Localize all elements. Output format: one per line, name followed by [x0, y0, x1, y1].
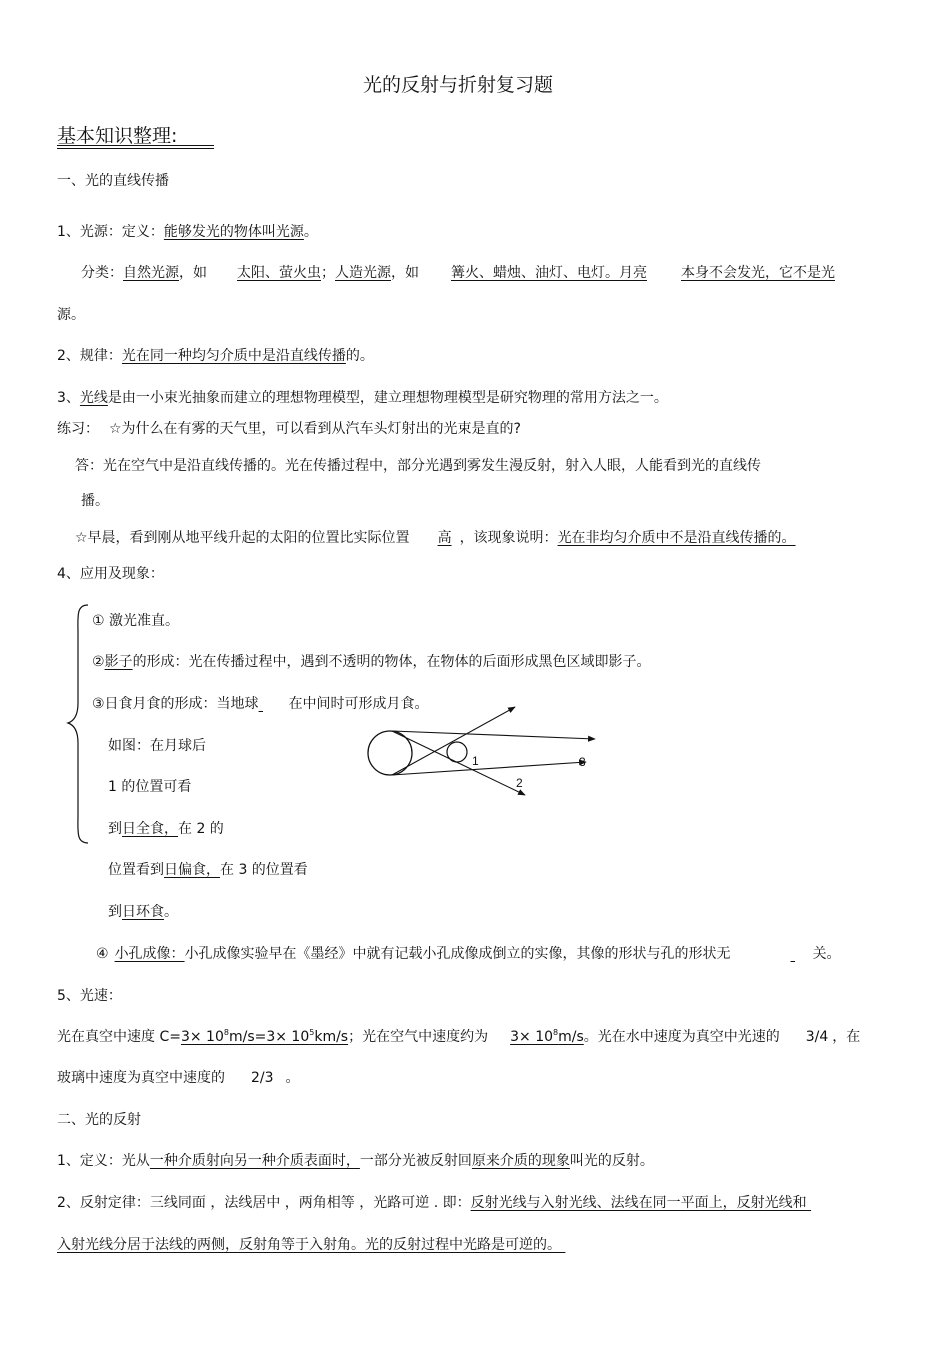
exercise-answer: 答：光在空气中是沿直线传播的。光在传播过程中，部分光遇到雾发生漫反射，射入人眼，人能看到光的直线传 [75, 458, 761, 474]
text: 小孔成像实验早在《墨经》中就有记载小孔成像成倒立的实像，其像的形状与孔的形状无 [184, 946, 731, 962]
text: 叫光的反射。 [569, 1153, 654, 1169]
text: ； [321, 265, 335, 281]
heading-underline-top [57, 145, 214, 146]
text: 。 [164, 904, 178, 920]
text: 的形成：光在传播过程中，遇到不透明的物体，在物体的后面形成黑色区域即影子。 [132, 654, 651, 670]
answer-blank: 光在同一种均匀介质中是沿直线传播 [121, 348, 346, 364]
text: ，该现象说明： [459, 530, 558, 546]
exercise-answer-continuation: 播。 [81, 493, 109, 509]
text: 光在真空中速度 C= [57, 1029, 181, 1045]
text: 练习： [57, 421, 99, 437]
paragraph-law [57, 347, 374, 365]
figure-text-4 [108, 861, 308, 879]
section-1-title: 一、光的直线传播 [57, 173, 169, 189]
ray [392, 731, 595, 739]
curly-brace-icon [66, 603, 92, 845]
heading-underline-bottom [57, 148, 214, 149]
answer-blank: 自然光源 [123, 265, 179, 281]
paragraph-continuation: 源。 [57, 307, 85, 323]
answer-blank: 影子 [104, 654, 133, 670]
eclipse-diagram [360, 698, 610, 808]
text: 1、定义：光从 [57, 1153, 150, 1169]
answer-blank [510, 1029, 584, 1045]
answer-blank: 一种介质射向另一种介质表面时， [149, 1153, 360, 1169]
answer-blank: 日全食， [122, 821, 178, 837]
text: 关。 [812, 946, 841, 962]
value: 3× 10 [510, 1029, 554, 1045]
value: m/s [558, 1029, 584, 1045]
label-1: 1 [472, 754, 479, 768]
answer-blank [791, 945, 813, 963]
text: 是由一小束光抽象而建立的理想物理模型，建立理想物理模型是研究物理的常用方法之一。 [107, 390, 668, 406]
answer-blank: 篝火、蜡烛、油灯、电灯。月亮 [451, 265, 647, 281]
text: 到 [108, 821, 122, 837]
paragraph-light-speed: 5、光速： [57, 988, 122, 1004]
paragraph-light-source-classification [81, 264, 835, 282]
answer-blank: 太阳、萤火虫 [237, 265, 321, 281]
answer-blank: 光线 [79, 390, 108, 406]
app-item-1: ① 激光准直。 [92, 613, 180, 629]
text: 。光在水中速度为真空中光速的 [583, 1029, 780, 1045]
paragraph-reflection-definition [57, 1152, 654, 1170]
value: 3× 10 [180, 1029, 224, 1045]
ray [392, 707, 515, 775]
page-title: 光的反射与折射复习题 [363, 74, 554, 96]
answer-blank [259, 695, 289, 713]
label-2: 2 [516, 776, 523, 790]
exercise-sunrise [75, 529, 796, 547]
paragraph-reflection-law-continuation [57, 1236, 609, 1254]
text: 。 [285, 1070, 300, 1086]
answer-blank: 能够发光的物体叫光源 [163, 224, 304, 240]
text: 的。 [345, 348, 374, 364]
app-item-2 [92, 653, 651, 671]
answer-blank [181, 1029, 348, 1045]
text: ② [92, 654, 105, 670]
section-2-title: 二、光的反射 [57, 1112, 141, 1128]
paragraph-light-speed-values [57, 1028, 860, 1046]
text: 一部分光被反射回 [359, 1153, 472, 1169]
ray [392, 731, 525, 795]
answer-value: 3/4 [805, 1029, 829, 1045]
exponent: 5 [309, 1028, 315, 1037]
paragraph-reflection-law [57, 1194, 847, 1212]
answer-blank: 日环食 [122, 904, 164, 920]
answer-blank: 小孔成像： [114, 946, 185, 962]
answer-blank: 高 [437, 530, 452, 546]
text: ☆早晨，看到刚从地平线升起的太阳的位置比实际位置 [75, 530, 410, 546]
answer-value: 2/3 [251, 1070, 274, 1086]
answer-blank: 本身不会发光，它不是光 [681, 265, 835, 281]
answer-blank: 入射光线分居于法线的两侧，反射角等于入射角。光的反射过程中光路是可逆的。 [57, 1237, 561, 1253]
figure-text-5 [108, 903, 178, 921]
text: ，在 [832, 1029, 861, 1045]
figure-text-1: 如图：在月球后 [108, 738, 206, 754]
text: ③日食月食的形成：当地球 [92, 696, 259, 712]
answer-blank: 反射光线与入射光线、法线在同一平面上，反射光线和 [470, 1195, 807, 1211]
label-3: 3 [579, 755, 586, 769]
app-item-4 [96, 945, 841, 963]
text: ，如 [391, 265, 419, 281]
value: km/s [314, 1029, 349, 1045]
value: m/s=3× 10 [228, 1029, 310, 1045]
paragraph-glass-speed [57, 1069, 300, 1087]
text: 。 [303, 224, 318, 240]
text: ④ [96, 946, 109, 962]
text: 3、 [57, 390, 80, 406]
answer-blank [807, 1194, 847, 1212]
answer-blank: 原来介质的现象 [471, 1153, 570, 1169]
figure-text-3 [108, 820, 224, 838]
ray [392, 762, 586, 775]
text: 1、光源：定义： [57, 224, 164, 240]
section-heading: 基本知识整理: [57, 125, 178, 147]
exponent: 8 [223, 1028, 229, 1037]
text: ；光在空气中速度约为 [348, 1029, 489, 1045]
text: ☆为什么在有雾的天气里，可以看到从汽车头灯射出的光束是直的? [109, 421, 521, 437]
exercise-question [57, 420, 521, 438]
text: 到 [108, 904, 122, 920]
text: 2、规律： [57, 348, 122, 364]
answer-blank [561, 1236, 609, 1254]
text: 在 3 的位置看 [220, 862, 308, 878]
answer-blank: 日偏食， [164, 862, 220, 878]
answer-blank: 人造光源 [335, 265, 391, 281]
text: 分类： [81, 265, 123, 281]
text: 在 2 的 [178, 821, 224, 837]
paragraph-light-ray [57, 389, 668, 407]
text: 玻璃中速度为真空中速度的 [57, 1070, 225, 1086]
answer-blank: 光在非均匀介质中不是沿直线传播的。 [557, 530, 796, 546]
paragraph-applications: 4、应用及现象： [57, 566, 164, 582]
figure-text-2: 1 的位置可看 [108, 779, 192, 795]
text: 2、反射定律：三线同面 ，法线居中 ，两角相等 ，光路可逆 . 即： [57, 1195, 471, 1211]
exponent: 8 [553, 1028, 559, 1037]
text: 在中间时可形成月食。 [288, 696, 429, 712]
paragraph-light-source-definition [57, 223, 318, 241]
text: ，如 [179, 265, 207, 281]
text: 位置看到 [108, 862, 164, 878]
